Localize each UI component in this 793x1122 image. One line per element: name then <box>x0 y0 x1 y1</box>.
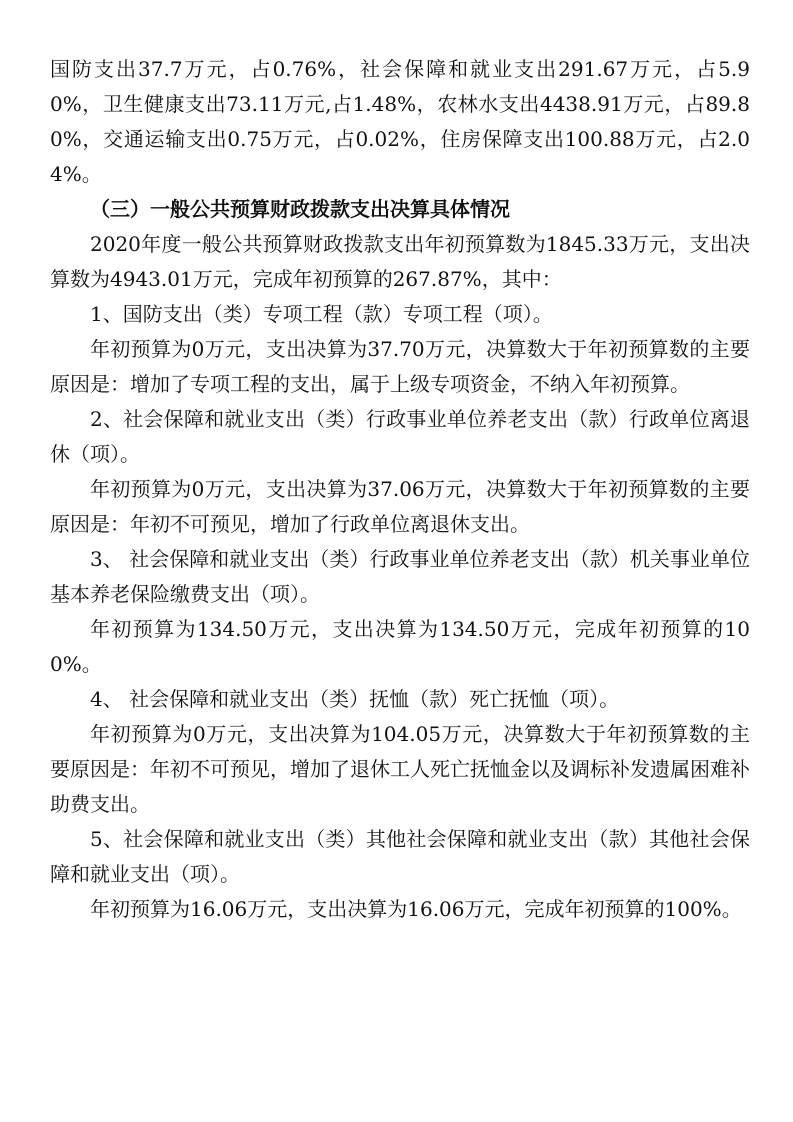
item-3-title: 3、 社会保障和就业支出（类）行政事业单位养老支出（款）机关事业单位基本养老保险缴费支出（项）。 <box>50 547 750 606</box>
document-page <box>50 52 750 927</box>
item-1-title: 1、国防支出（类）专项工程（款）专项工程（项）。 <box>90 302 553 326</box>
item-2-title: 2、社会保障和就业支出（类）行政事业单位养老支出（款）行政单位离退休（项）。 <box>50 407 750 466</box>
item-2-detail: 年初预算为0万元，支出决算为37.06万元，决算数大于年初预算数的主要原因是：年初不可预见，增加了行政单位离退休支出。 <box>50 477 750 536</box>
paragraph-expenditure-shares: 国防支出37.7万元，占0.76%，社会保障和就业支出291.67万元，占5.90%，卫生健康支出73.11万元,占1.48%，农林水支出4438.91万元，占89.80%，交通运输支出0.75万元，占0.02%，住房保障支出100.88万元，占2.04%。 <box>50 57 750 186</box>
item-3-detail: 年初预算为134.50万元，支出决算为134.50万元，完成年初预算的100%。 <box>50 617 750 676</box>
paragraph-summary: 2020年度一般公共预算财政拨款支出年初预算数为1845.33万元，支出决算数为4943.01万元，完成年初预算的267.87%，其中： <box>50 232 750 291</box>
item-5-title: 5、社会保障和就业支出（类）其他社会保障和就业支出（款）其他社会保障和就业支出（项）。 <box>50 827 750 886</box>
item-5-detail: 年初预算为16.06万元，支出决算为16.06万元，完成年初预算的100%。 <box>90 897 742 921</box>
item-4-title: 4、 社会保障和就业支出（类）抚恤（款）死亡抚恤（项）。 <box>90 687 620 711</box>
item-1-detail: 年初预算为0万元，支出决算为37.70万元，决算数大于年初预算数的主要原因是：增加了专项工程的支出，属于上级专项资金，不纳入年初预算。 <box>50 337 750 396</box>
item-4-detail: 年初预算为0万元，支出决算为104.05万元，决算数大于年初预算数的主要原因是：年初不可预见，增加了退休工人死亡抚恤金以及调标补发遗属困难补助费支出。 <box>50 722 750 816</box>
section-heading: （三）一般公共预算财政拨款支出决算具体情况 <box>90 197 510 221</box>
